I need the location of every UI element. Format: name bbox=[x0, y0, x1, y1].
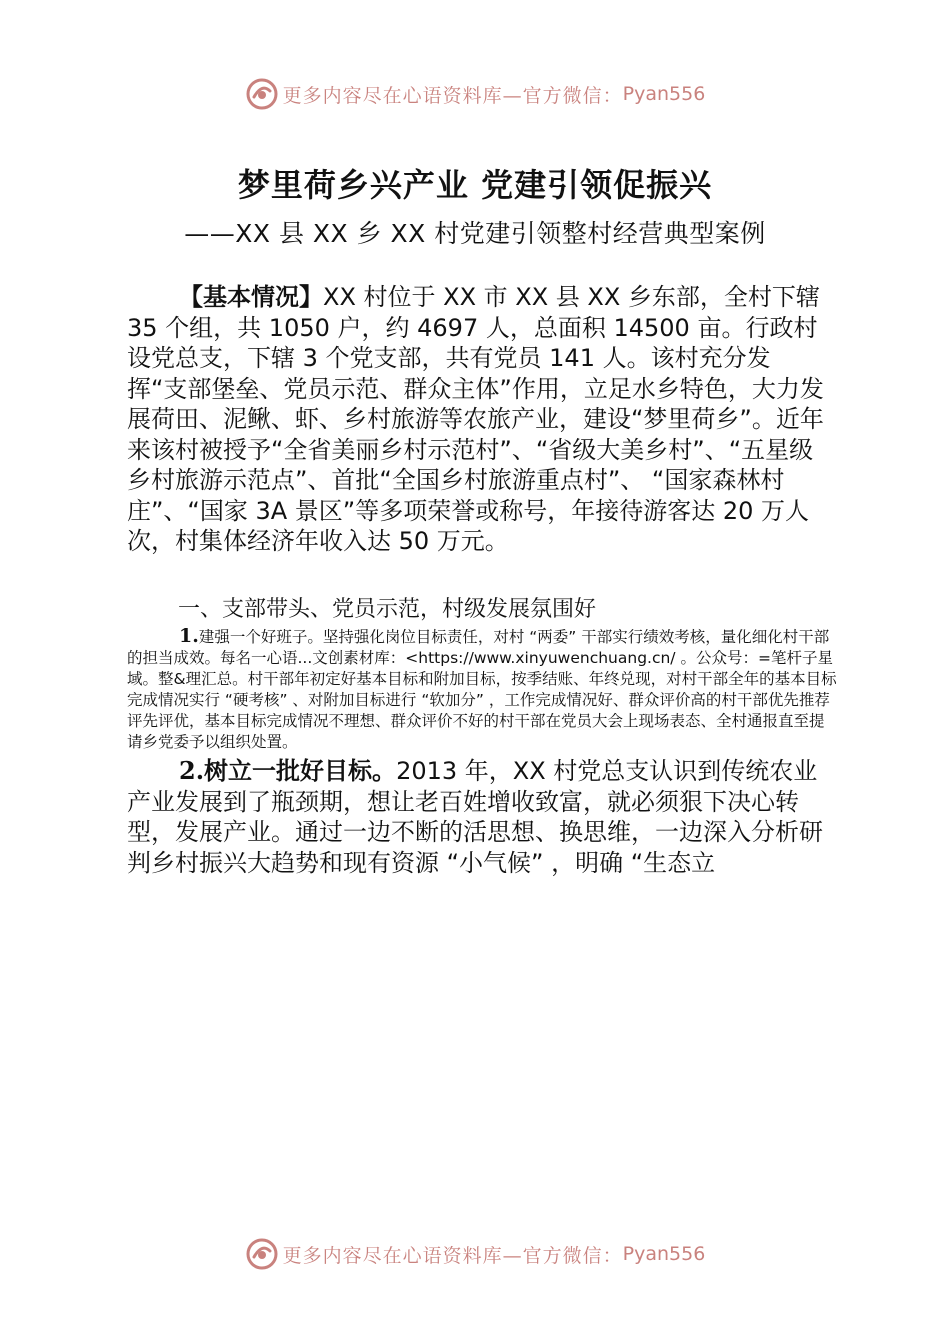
item2-text: 2013 年，XX 村党总支认识到传统农业产业发展到了瓶颈期，想让老百姓增收致富，就必须狠下决心转型，发展产业。通过一边不断的活思想、换思维，一边深入分析研判乡村振兴大趋势和现有资源 “小气候” ，明确 “生态立 bbox=[127, 757, 823, 877]
header-watermark bbox=[0, 74, 950, 114]
watermark-text: 更多内容尽在心语资料库—官方微信： bbox=[282, 84, 623, 107]
brand-logo-icon bbox=[245, 1237, 279, 1271]
intro-line2: 设党总支，下辖 3 个党支部，共有党员 141 人。该村充分发挥“支部堡垒、党员示范、群众主体”作用，立足水乡特色，大力发展荷田、泥鳅、虾、乡村旅游等农旅产业，建设“梦里荷乡”。近年来该村被授予“全省美丽乡村示范村”、“省级大美乡村”、“五星级乡村旅游示范点”、首批“全国乡村旅游重点村”、 “国家森林村庄”、“国家 3A 景区”等多项荣誉或称号，年接待游客达 20 万人次，村集体经济年收入达 50 万元。 bbox=[127, 344, 824, 555]
intro-line1: XX 村位于 XX 市 XX 县 XX 乡东部，全村下辖 35 个组，共 1050 户，约 4697 人，总面积 14500 亩。行政村 bbox=[127, 283, 820, 342]
item2-lead: 2.树立一批好目标。 bbox=[179, 756, 397, 785]
item1-number: 1. bbox=[179, 625, 199, 647]
footer-watermark bbox=[0, 1234, 950, 1274]
document-subtitle: ——XX 县 XX 乡 XX 村党建引领整村经营典型案例 bbox=[184, 219, 766, 248]
intro-lead: 【基本情况】 bbox=[179, 282, 323, 311]
section-heading: 一、支部带头、党员示范，村级发展氛围好 bbox=[178, 597, 597, 622]
item1-text: 建强一个好班子。坚持强化岗位目标责任，对村 “两委” 干部实行绩效考核，量化细化村干部的担当成效。每名一心语...文创素材库：<https://www.xinyuwenchuang.cn/ 。公众号：=笔杆子星域。整&理汇总。村干部年初定好基本目标和附加目标，按季结账、年终兑现，对村干部全年的基本目标完成情况实行 “硬考核” 、对附加目标进行 “软加分” ，工作完成情况好、群众评价高的村干部优先推荐评先评优，基本目标完成情况不理想、群众评价不好的村干部在党员大会上现场表态、全村通报直至提请乡党委予以组织处置。 bbox=[127, 628, 837, 751]
intro-paragraph bbox=[127, 282, 827, 557]
item2-paragraph bbox=[127, 756, 827, 878]
watermark-wechat-id: Pyan556 bbox=[622, 83, 706, 105]
item1-paragraph bbox=[127, 626, 837, 753]
watermark-wechat-id: Pyan556 bbox=[622, 1243, 706, 1265]
watermark-text: 更多内容尽在心语资料库—官方微信： bbox=[282, 1244, 623, 1267]
document-title: 梦里荷乡兴产业 党建引领促振兴 bbox=[237, 166, 713, 204]
brand-logo-icon bbox=[245, 77, 279, 111]
